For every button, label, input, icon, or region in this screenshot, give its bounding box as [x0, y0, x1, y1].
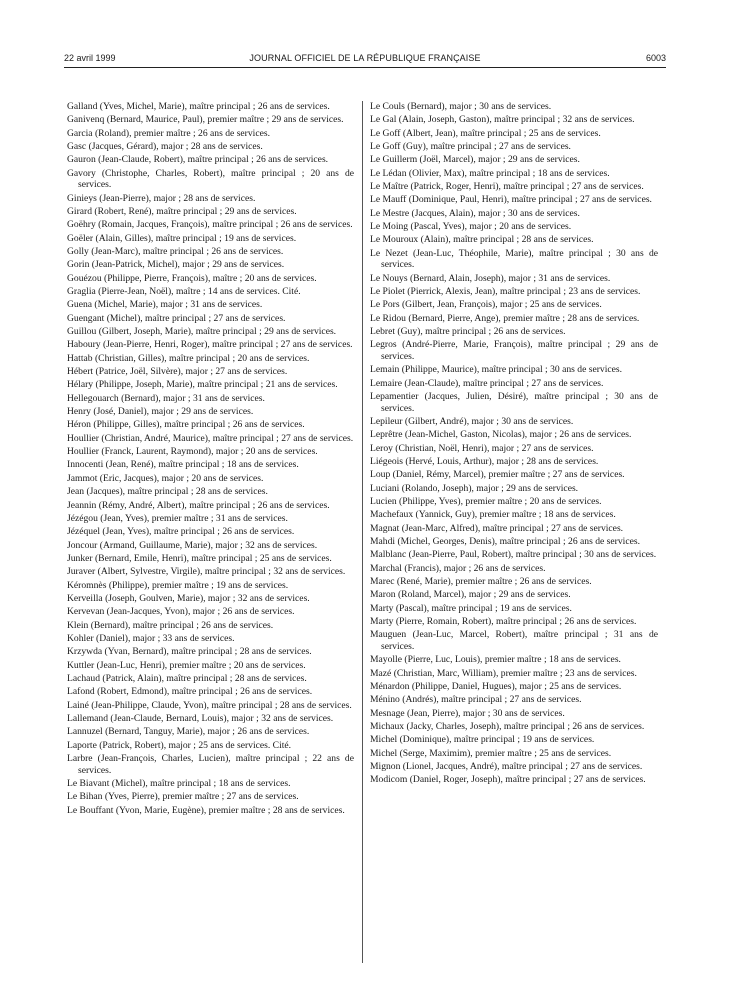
list-item: Le Nouys (Bernard, Alain, Joseph), major ; 31 ans de services. [370, 272, 611, 284]
list-item: Haboury (Jean-Pierre, Henri, Roger), maître principal ; 27 ans de services. [67, 339, 353, 351]
list-item: Gavory (Christophe, Charles, Robert), maître principal ; 20 ans de services. [67, 167, 354, 191]
list-item: Kéromnès (Philippe), premier maître ; 19 ans de services. [67, 579, 289, 591]
list-item: Girard (Robert, René), maître principal ; 29 ans de services. [67, 205, 297, 217]
list-item: Le Mauff (Dominique, Paul, Henri), maître principal ; 27 ans de services. [370, 194, 652, 206]
list-item: Marec (René, Marie), premier maître ; 26 ans de services. [370, 575, 592, 587]
list-item: Le Goff (Guy), maître principal ; 27 ans de services. [370, 141, 571, 153]
list-item: Liégeois (Hervé, Louis, Arthur), major ; 28 ans de services. [370, 455, 599, 467]
list-item: Marchal (Francis), major ; 26 ans de services. [370, 562, 546, 574]
list-item: Galland (Yves, Michel, Marie), maître principal ; 26 ans de services. [67, 101, 330, 112]
list-item: Le Guillerm (Joël, Marcel), major ; 29 ans de services. [370, 154, 580, 166]
list-item: Loup (Daniel, Rémy, Marcel), premier maître ; 27 ans de services. [370, 469, 625, 481]
list-item: Le Ridou (Bernard, Pierre, Ange), premier maître ; 28 ans de services. [370, 312, 640, 324]
list-item: Gorin (Jean-Patrick, Michel), major ; 29 ans de services. [67, 259, 285, 271]
list-item: Modicom (Daniel, Roger, Joseph), maître principal ; 27 ans de services. [370, 774, 646, 786]
list-item: Lebret (Guy), maître principal ; 26 ans de services. [370, 326, 566, 338]
list-item: Golly (Jean-Marc), maître principal ; 26 ans de services. [67, 245, 284, 257]
left-column [67, 101, 354, 818]
list-item: Laporte (Patrick, Robert), major ; 25 ans de services. Cité. [67, 739, 292, 751]
list-item: Junker (Bernard, Emile, Henri), maître principal ; 25 ans de services. [67, 552, 332, 564]
list-item: Henry (José, Daniel), major ; 29 ans de services. [67, 406, 254, 418]
list-item: Mahdi (Michel, Georges, Denis), maître principal ; 26 ans de services. [370, 535, 640, 547]
list-item: Ganivenq (Bernard, Maurice, Paul), premier maître ; 29 ans de services. [67, 114, 344, 126]
list-item: Kervevan (Jean-Jacques, Yvon), major ; 26 ans de services. [67, 606, 295, 618]
page-number: 6003 [645, 53, 666, 63]
list-item: Gasc (Jacques, Gérard), major ; 28 ans de services. [67, 141, 263, 153]
header-rule [64, 67, 666, 68]
list-item: Malblanc (Jean-Pierre, Paul, Robert), maître principal ; 30 ans de services. [370, 549, 657, 561]
list-item: Lachaud (Patrick, Alain), maître principal ; 28 ans de services. [67, 672, 307, 684]
list-item: Kohler (Daniel), major ; 33 ans de services. [67, 632, 235, 644]
list-item: Mayolle (Pierre, Luc, Louis), premier maître ; 18 ans de services. [370, 654, 621, 666]
list-item: Leprêtre (Jean-Michel, Gaston, Nicolas), major ; 26 ans de services. [370, 429, 632, 441]
list-item: Houllier (Christian, André, Maurice), maître principal ; 27 ans de services. [67, 432, 354, 444]
list-item: Marty (Pierre, Romain, Robert), maître principal ; 26 ans de services. [370, 616, 637, 628]
list-item: Mauguen (Jean-Luc, Marcel, Robert), maître principal ; 31 ans de services. [370, 629, 658, 652]
list-item: Gouézou (Philippe, Pierre, François), maître ; 20 ans de services. [67, 272, 317, 284]
list-item: Innocenti (Jean, René), maître principal ; 18 ans de services. [67, 459, 299, 471]
list-item: Jézégou (Jean, Yves), premier maître ; 31 ans de services. [67, 512, 288, 524]
list-item: Houllier (Franck, Laurent, Raymond), major ; 20 ans de services. [67, 446, 318, 458]
list-item: Ginieys (Jean-Pierre), major ; 28 ans de services. [67, 192, 256, 204]
list-item: Le Bihan (Yves, Pierre), premier maître ; 27 ans de services. [67, 791, 299, 803]
list-item: Lainé (Jean-Philippe, Claude, Yvon), maître principal ; 28 ans de services. [67, 699, 352, 711]
list-item: Juraver (Albert, Sylvestre, Virgile), maître principal ; 32 ans de services. [67, 566, 346, 578]
list-item: Legros (André-Pierre, Marie, François), maître principal ; 29 ans de services. [370, 339, 658, 362]
list-item: Guillou (Gilbert, Joseph, Marie), maître principal ; 29 ans de services. [67, 326, 337, 338]
list-item: Leroy (Christian, Noël, Henri), major ; 27 ans de services. [370, 442, 594, 454]
list-item: Hélary (Philippe, Joseph, Marie), maître principal ; 21 ans de services. [67, 379, 338, 391]
list-item: Krzywda (Yvan, Bernard), maître principal ; 28 ans de services. [67, 646, 312, 658]
list-item: Michel (Dominique), maître principal ; 19 ans de services. [370, 734, 595, 746]
list-item: Kerveilla (Joseph, Goulven, Marie), major ; 32 ans de services. [67, 592, 310, 604]
list-item: Mesnage (Jean, Pierre), major ; 30 ans de services. [370, 707, 565, 719]
list-item: Luciani (Rolando, Joseph), major ; 29 ans de services. [370, 482, 579, 494]
list-item: Magnat (Jean-Marc, Alfred), maître principal ; 27 ans de services. [370, 522, 624, 534]
list-item: Lemain (Philippe, Maurice), maître principal ; 30 ans de services. [370, 364, 623, 376]
list-item: Le Nezet (Jean-Luc, Théophile, Marie), maître principal ; 30 ans de services. [370, 247, 658, 271]
list-item: Lafond (Robert, Edmond), maître principal ; 26 ans de services. [67, 686, 313, 698]
list-item: Le Couls (Bernard), major ; 30 ans de services. [370, 101, 552, 112]
list-item: Lannuzel (Bernard, Tanguy, Marie), major ; 26 ans de services. [67, 726, 310, 738]
list-item: Lucien (Philippe, Yves), premier maître ; 20 ans de services. [370, 495, 602, 507]
list-item: Garcia (Roland), premier maître ; 26 ans de services. [67, 127, 270, 139]
list-item: Marty (Pascal), maître principal ; 19 ans de services. [370, 602, 572, 614]
list-item: Michaux (Jacky, Charles, Joseph), maître principal ; 26 ans de services. [370, 720, 645, 732]
list-item: Klein (Bernard), maître principal ; 26 ans de services. [67, 619, 274, 631]
list-item: Maron (Roland, Marcel), major ; 29 ans de services. [370, 589, 571, 601]
list-item: Le Biavant (Michel), maître principal ; 18 ans de services. [67, 777, 291, 789]
list-item: Le Gal (Alain, Joseph, Gaston), maître principal ; 32 ans de services. [370, 114, 635, 126]
list-item: Guengant (Michel), maître principal ; 27 ans de services. [67, 312, 286, 324]
list-item: Ménardon (Philippe, Daniel, Hugues), major ; 25 ans de services. [370, 680, 622, 692]
list-item: Guena (Michel, Marie), major ; 31 ans de services. [67, 299, 263, 311]
list-item: Goëhry (Romain, Jacques, François), maître principal ; 26 ans de services. [67, 219, 353, 231]
list-item: Lallemand (Jean-Claude, Bernard, Louis), major ; 32 ans de services. [67, 713, 334, 725]
list-item: Héron (Philippe, Gilles), maître principal ; 26 ans de services. [67, 419, 305, 431]
right-column [370, 101, 658, 788]
list-item: Le Lédan (Olivier, Max), maître principal ; 18 ans de services. [370, 167, 610, 179]
list-item: Hellegouarch (Bernard), major ; 31 ans de services. [67, 392, 265, 404]
list-item: Ménino (Andrés), maître principal ; 27 ans de services. [370, 694, 582, 706]
list-item: Le Mestre (Jacques, Alain), major ; 30 ans de services. [370, 207, 580, 219]
page-header [64, 53, 666, 67]
list-item: Le Mouroux (Alain), maître principal ; 28 ans de services. [370, 234, 594, 246]
list-item: Le Moing (Pascal, Yves), major ; 20 ans de services. [370, 221, 572, 233]
list-item: Jammot (Eric, Jacques), major ; 20 ans de services. [67, 472, 264, 484]
list-item: Jean (Jacques), maître principal ; 28 ans de services. [67, 486, 268, 498]
list-item: Le Maître (Patrick, Roger, Henri), maître principal ; 27 ans de services. [370, 181, 644, 193]
list-item: Le Bouffant (Yvon, Marie, Eugène), premier maître ; 28 ans de services. [67, 804, 345, 816]
list-item: Lepamentier (Jacques, Julien, Désiré), maître principal ; 30 ans de services. [370, 390, 658, 414]
list-item: Lepileur (Gilbert, André), major ; 30 ans de services. [370, 415, 574, 427]
list-item: Gauron (Jean-Claude, Robert), maître principal ; 26 ans de services. [67, 154, 329, 166]
list-item: Mazé (Christian, Marc, William), premier maître ; 23 ans de services. [370, 667, 637, 679]
column-divider [362, 101, 363, 963]
list-item: Jézéquel (Jean, Yves), maître principal ; 26 ans de services. [67, 526, 295, 538]
list-item: Lemaire (Jean-Claude), maître principal ; 27 ans de services. [370, 377, 604, 389]
header-date: 22 avril 1999 [64, 53, 116, 63]
list-item: Le Goff (Albert, Jean), maître principal ; 25 ans de services. [370, 127, 601, 139]
list-item: Michel (Serge, Maximim), premier maître ; 25 ans de services. [370, 747, 612, 759]
list-item: Joncour (Armand, Guillaume, Marie), major ; 32 ans de services. [67, 539, 318, 551]
list-item: Le Pors (Gilbert, Jean, François), major ; 25 ans de services. [370, 299, 602, 311]
header-title: JOURNAL OFFICIEL DE LA RÉPUBLIQUE FRANÇAISE [249, 53, 481, 63]
list-item: Larbre (Jean-François, Charles, Lucien), maître principal ; 22 ans de services. [67, 753, 354, 776]
list-item: Jeannin (Rémy, André, Albert), maître principal ; 26 ans de services. [67, 499, 330, 511]
list-item: Hébert (Patrice, Joël, Silvère), major ; 27 ans de services. [67, 366, 288, 378]
list-item: Machefaux (Yannick, Guy), premier maître ; 18 ans de services. [370, 509, 616, 521]
list-item: Goëler (Alain, Gilles), maître principal ; 19 ans de services. [67, 232, 297, 244]
list-item: Kuttler (Jean-Luc, Henri), premier maître ; 20 ans de services. [67, 659, 306, 671]
list-item: Hattab (Christian, Gilles), maître principal ; 20 ans de services. [67, 352, 310, 364]
list-item: Graglia (Pierre-Jean, Noël), maître ; 14 ans de services. Cité. [67, 286, 301, 298]
list-item: Mignon (Lionel, Jacques, André), maître principal ; 27 ans de services. [370, 761, 643, 772]
list-item: Le Piolet (Pierrick, Alexis, Jean), maître principal ; 23 ans de services. [370, 286, 641, 298]
